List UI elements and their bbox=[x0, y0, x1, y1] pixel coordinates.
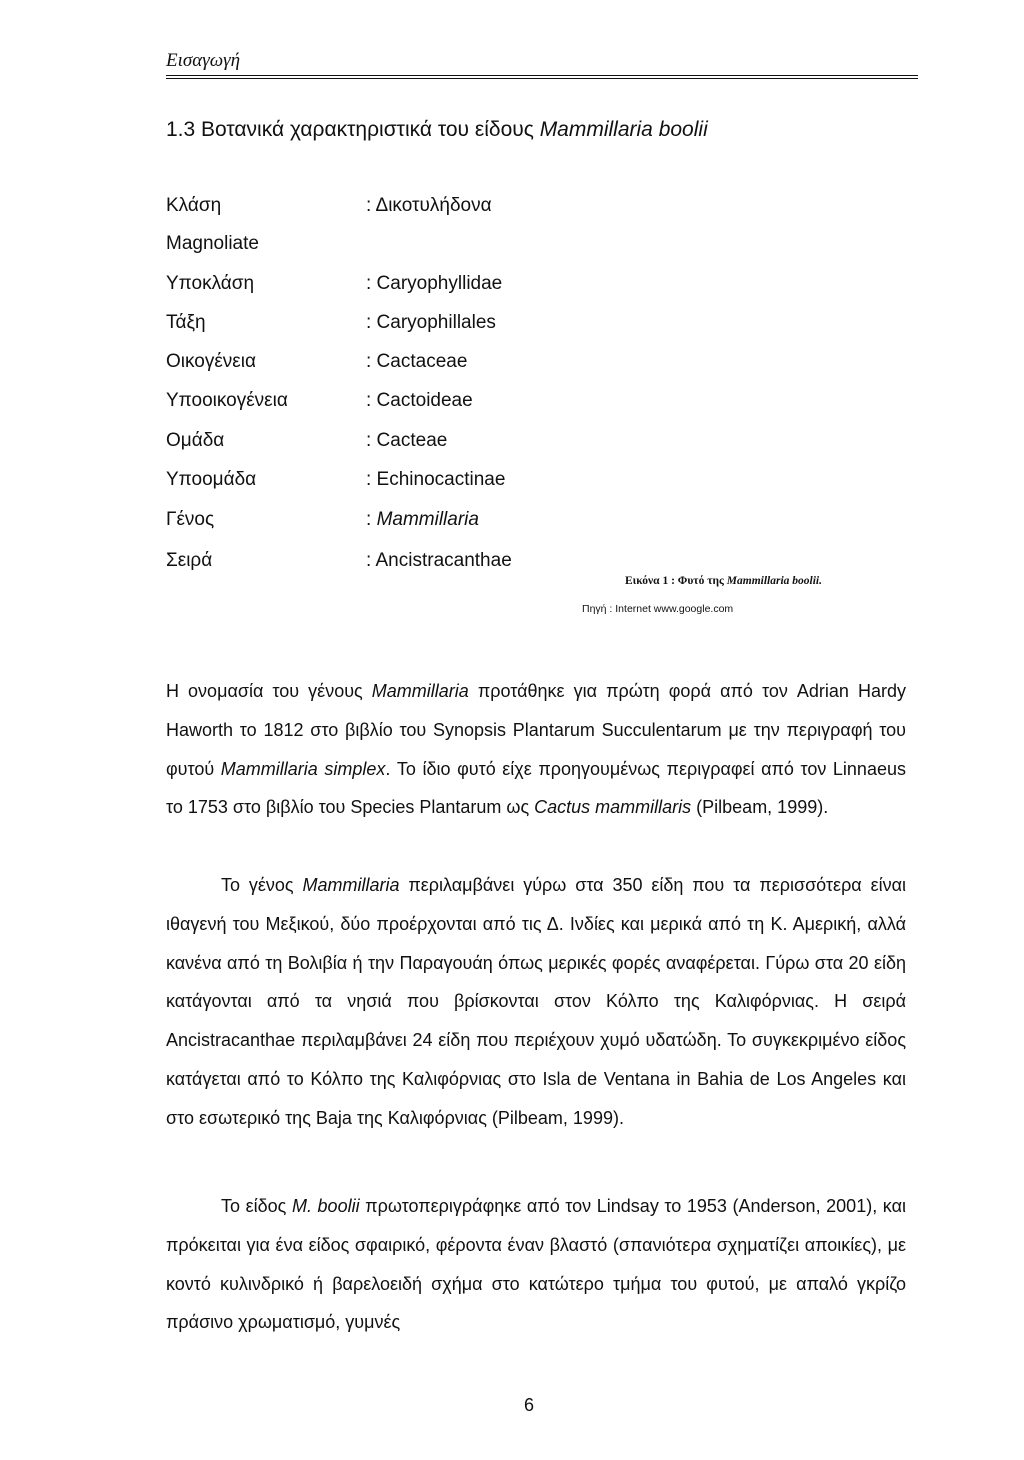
text-run: Το γένος bbox=[221, 875, 303, 895]
paragraph-description bbox=[166, 1187, 906, 1342]
header-rule bbox=[166, 75, 918, 79]
taxonomy-value bbox=[366, 509, 479, 531]
text-run-italic: Mammillaria simplex bbox=[220, 758, 386, 779]
taxonomy-value: : Ancistracanthae bbox=[366, 550, 512, 571]
section-title-species: Mammillaria boolii bbox=[539, 118, 708, 141]
taxonomy-rank: Υποκλάση bbox=[166, 273, 255, 294]
taxonomy-value-genus: Mammillaria bbox=[376, 509, 479, 530]
text-run-italic: M. boolii bbox=[291, 1196, 360, 1216]
taxonomy-row bbox=[166, 233, 726, 263]
taxonomy-rank: Υποομάδα bbox=[166, 469, 257, 490]
text-run: . Το ίδιο φυτό είχε προηγουμένως περιγραφεί από τον Linnaeus το 1753 στο βιβλίο του Species Plantarum ως bbox=[166, 758, 906, 818]
text-run: πρωτοπεριγράφηκε από τον Lindsay το 1953 (Anderson, 2001), και πρόκειται για ένα είδος σφαιρικό, φέροντα έναν βλαστό (σπανιότερα σχηματίζει αποικίες), με κοντό κυλινδρικό ή βαρελοειδή σχήμα στο κατώτερο τμήμα του φυτού, με απαλό γκρίζο πράσινο χρωματισμό, γυμνές bbox=[166, 1196, 906, 1333]
taxonomy-rank: Ομάδα bbox=[166, 430, 225, 451]
running-header: Εισαγωγή bbox=[166, 50, 241, 71]
figure-source: Πηγή : Internet www.google.com bbox=[582, 603, 734, 615]
section-title-text: 1.3 Βοτανικά χαρακτηριστικά του είδους bbox=[166, 118, 540, 141]
taxonomy-value: : Caryophillales bbox=[366, 312, 496, 333]
taxonomy-row bbox=[166, 351, 726, 381]
taxonomy-value: : Δικοτυλήδονα bbox=[366, 195, 492, 216]
taxonomy-row bbox=[166, 390, 726, 420]
taxonomy-value: : Cacteae bbox=[366, 430, 448, 451]
taxonomy-rank: Magnoliate bbox=[166, 233, 259, 254]
text-run: περιλαμβάνει γύρω στα 350 είδη που τα περισσότερα είναι ιθαγενή του Μεξικού, δύο προέρχονται από τις Δ. Ινδίες και μερικά από τη Κ. Αμερική, αλλά κανένα από τη Βολιβία ή την Παραγουάη όπως μερικές φορές αναφέρεται. Γύρω στα 20 είδη κατάγονται από τα νησιά που βρίσκονται στον Κόλπο της Καλιφόρνιας. Η σειρά Ancistracanthae περιλαμβάνει 24 είδη που περιέχουν χυμό υδατώδη. Το συγκεκριμένο είδος κατάγεται από το Κόλπο της Καλιφόρνιας στο Isla de Ventana in Bahia de Los Angeles και στο εσωτερικό της Baja της Καλιφόρνιας (Pilbeam, 1999). bbox=[166, 875, 907, 1128]
paragraph-distribution bbox=[166, 866, 906, 1138]
taxonomy-row bbox=[166, 469, 726, 499]
taxonomy-value: : Echinocactinae bbox=[366, 469, 506, 490]
taxonomy-row bbox=[166, 509, 726, 539]
taxonomy-value: : Caryophyllidae bbox=[366, 273, 503, 294]
taxonomy-value-prefix: : bbox=[366, 509, 377, 530]
taxonomy-value: : Cactoideae bbox=[366, 390, 473, 411]
taxonomy-value: : Cactaceae bbox=[366, 351, 468, 372]
taxonomy-rank: Γένος bbox=[166, 509, 215, 530]
taxonomy-row bbox=[166, 312, 726, 342]
taxonomy-row bbox=[166, 430, 726, 460]
figure-caption-text: Εικόνα 1 : Φυτό της bbox=[625, 575, 727, 587]
taxonomy-rank: Σειρά bbox=[166, 550, 213, 571]
taxonomy-rank: Υποοικογένεια bbox=[166, 390, 288, 411]
text-run: (Pilbeam, 1999). bbox=[691, 797, 829, 818]
text-run-italic: Mammillaria bbox=[371, 681, 469, 701]
text-run-italic: Mammillaria bbox=[302, 875, 400, 895]
section-title bbox=[166, 118, 708, 142]
paragraph-nomenclature bbox=[166, 672, 906, 827]
taxonomy-row bbox=[166, 273, 726, 303]
taxonomy-rank: Κλάση bbox=[166, 195, 222, 216]
text-run: Το είδος bbox=[221, 1196, 292, 1216]
figure-caption-species: Mammillaria boolii. bbox=[726, 575, 823, 587]
text-run: προτάθηκε για πρώτη φορά από τον Adrian Hardy Haworth το 1812 στο βιβλίο του Synopsis Plantarum Succulentarum με την περιγραφή του φυτού bbox=[166, 681, 906, 779]
taxonomy-row bbox=[166, 195, 726, 225]
taxonomy-rank: Οικογένεια bbox=[166, 351, 256, 372]
taxonomy-rank: Τάξη bbox=[166, 312, 206, 333]
text-run-italic: Cactus mammillaris bbox=[534, 797, 692, 818]
figure-caption bbox=[625, 575, 822, 587]
text-run: Η ονομασία του γένους bbox=[166, 681, 372, 701]
page-number: 6 bbox=[524, 1395, 535, 1415]
